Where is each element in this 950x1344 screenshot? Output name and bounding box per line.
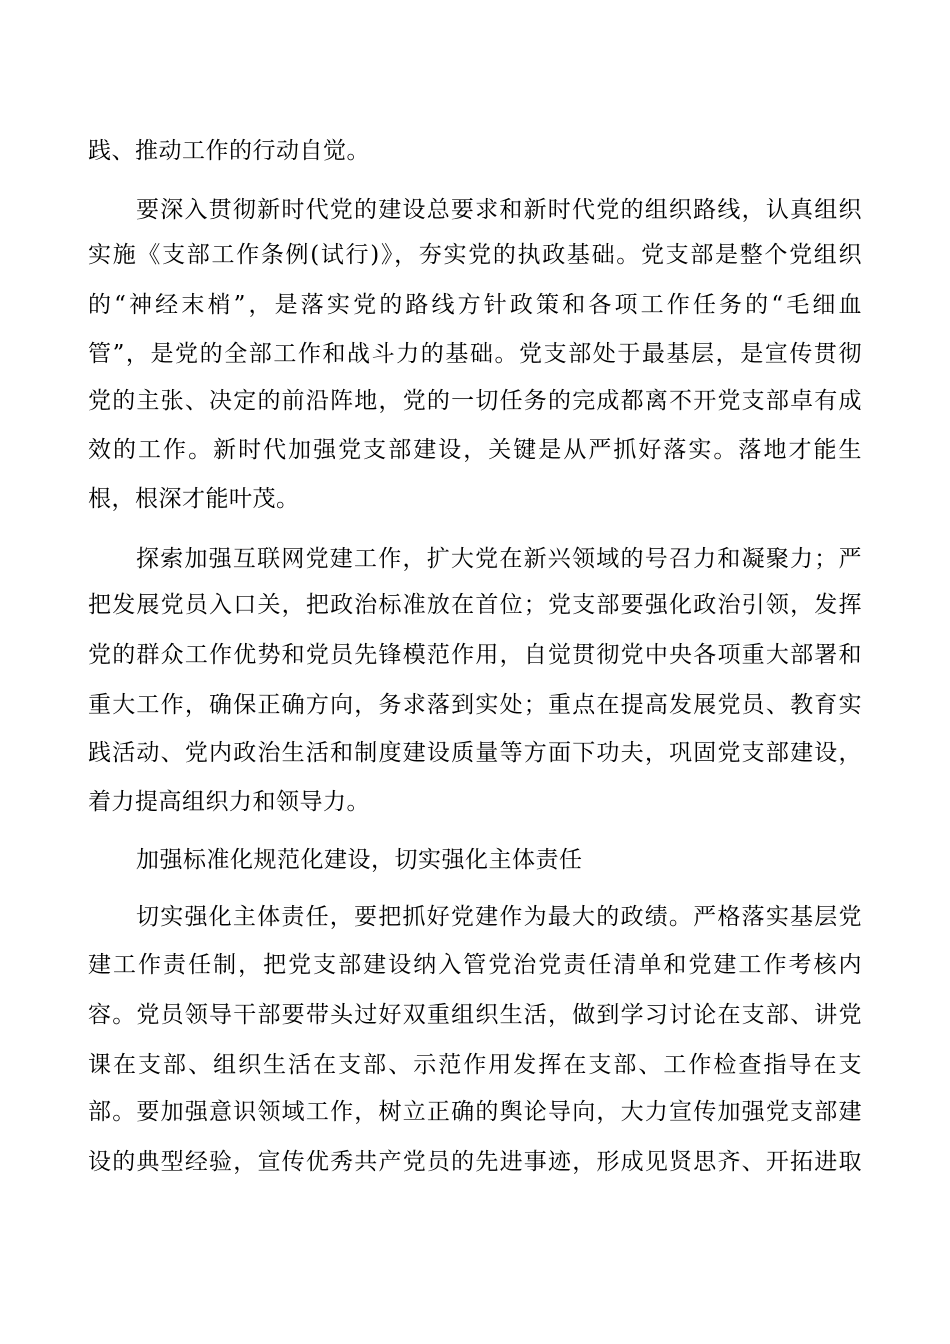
- text-line: 容。党员领导干部要带头过好双重组织生活，做到学习讨论在支部、讲党: [88, 1002, 862, 1028]
- text-line: 效的工作。新时代加强党支部建设，关键是从严抓好落实。落地才能生: [88, 437, 862, 463]
- text-line: 的“神经末梢”，是落实党的路线方针政策和各项工作任务的“毛细血: [88, 292, 862, 318]
- text-line: 要深入贯彻新时代党的建设总要求和新时代党的组织路线，认真组织: [136, 197, 862, 223]
- text-line: 实施《支部工作条例(试行)》，夯实党的执政基础。党支部是整个党组织: [88, 242, 862, 268]
- text-line: 践活动、党内政治生活和制度建设质量等方面下功夫，巩固党支部建设，: [88, 740, 862, 766]
- text-line: 着力提高组织力和领导力。: [88, 789, 370, 815]
- text-line: 践、推动工作的行动自觉。: [88, 138, 370, 164]
- text-line: 部。要加强意识领域工作，树立正确的舆论导向，大力宣传加强党支部建: [88, 1099, 862, 1125]
- text-line: 党的群众工作优势和党员先锋模范作用，自觉贯彻党中央各项重大部署和: [88, 642, 862, 668]
- section-heading: 加强标准化规范化建设，切实强化主体责任: [136, 847, 583, 873]
- text-line: 切实强化主体责任，要把抓好党建作为最大的政绩。严格落实基层党: [136, 904, 862, 930]
- text-line: 探索加强互联网党建工作，扩大党在新兴领域的号召力和凝聚力；严: [136, 546, 862, 572]
- text-line: 课在支部、组织生活在支部、示范作用发挥在支部、工作检查指导在支: [88, 1052, 862, 1078]
- text-line: 管”，是党的全部工作和战斗力的基础。党支部处于最基层，是宣传贯彻: [88, 341, 862, 367]
- text-line: 党的主张、决定的前沿阵地，党的一切任务的完成都离不开党支部卓有成: [88, 388, 862, 414]
- text-line: 设的典型经验，宣传优秀共产党员的先进事迹，形成见贤思齐、开拓进取: [88, 1149, 862, 1175]
- text-line: 根，根深才能叶茂。: [88, 486, 300, 512]
- text-line: 建工作责任制，把党支部建设纳入管党治党责任清单和党建工作考核内: [88, 952, 862, 978]
- text-line: 把发展党员入口关，把政治标准放在首位；党支部要强化政治引领，发挥: [88, 592, 862, 618]
- text-line: 重大工作，确保正确方向，务求落到实处；重点在提高发展党员、教育实: [88, 692, 862, 718]
